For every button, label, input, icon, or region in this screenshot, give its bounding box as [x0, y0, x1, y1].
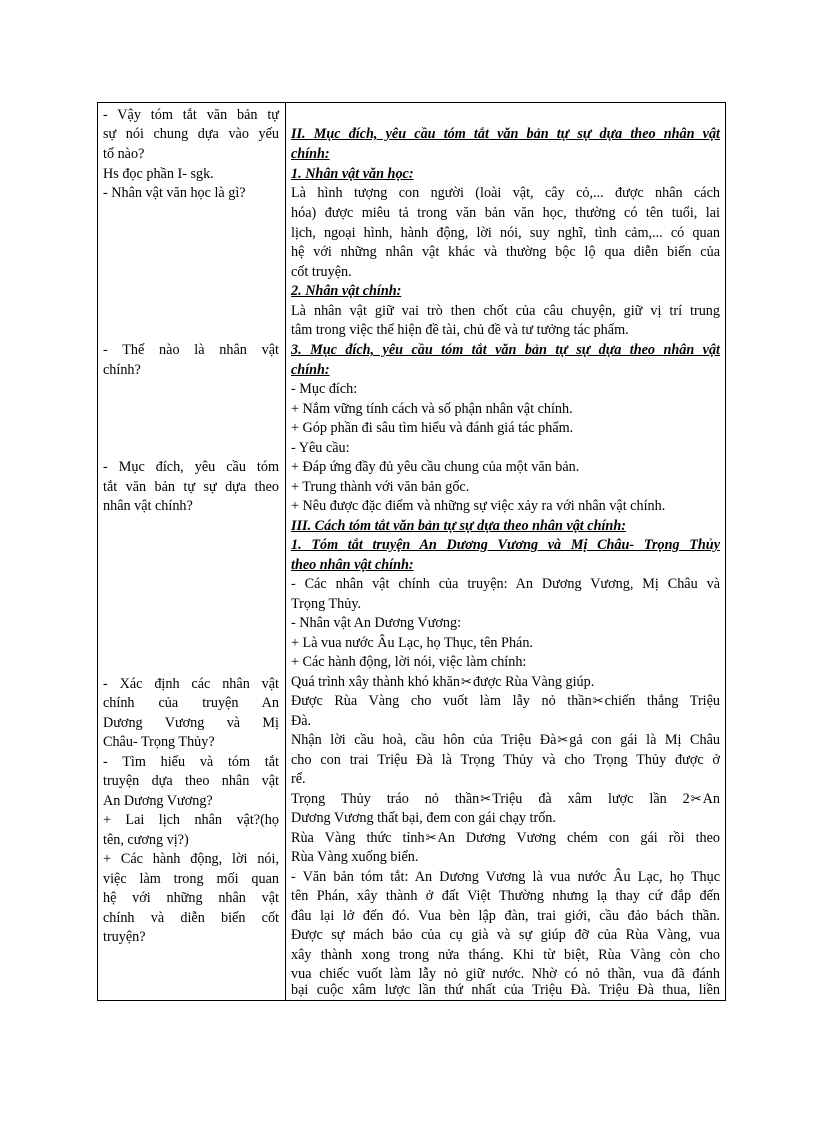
body-line: Là hình tượng con người (loài vật, cây cỏ,... được nhân cách — [291, 185, 720, 201]
column-divider — [285, 103, 286, 1000]
question-line: tắt văn bản tự sự dựa theo — [103, 479, 279, 495]
scissors-icon: ✂ — [592, 693, 604, 708]
question-line: truyện dựa theo nhân vật — [103, 773, 279, 789]
question-line: chính? — [103, 362, 141, 378]
text-span: An — [702, 791, 720, 807]
text-span: chiến thắng Triệu — [604, 693, 720, 709]
section-heading: II. Mục đích, yêu cầu tóm tắt văn bản tự sự dựa theo nhân vật — [291, 126, 720, 142]
body-line: + Đáp ứng đầy đủ yêu cầu chung của một văn bản. — [291, 459, 580, 475]
question-line: An Dương Vương? — [103, 793, 213, 809]
body-line: xây thành xong trong nửa tháng. Khi từ biệt, Rùa Vàng còn cho — [291, 947, 720, 963]
text-span: được Rùa Vàng giúp. — [472, 674, 595, 690]
question-line: tên, cương vị?) — [103, 832, 189, 848]
content-table — [97, 102, 726, 1001]
body-line: - Mục đích: — [291, 381, 358, 397]
question-line: Châu- Trọng Thủy? — [103, 734, 215, 750]
question-line: Dương Vương và Mị — [103, 715, 279, 731]
question-line: chính và diễn biến cốt — [103, 910, 279, 926]
text-span: Được Rùa Vàng cho vuốt làm lẫy nỏ thần — [291, 693, 592, 709]
subsection-heading: 1. Tóm tắt truyện An Dương Vương và Mị Châu- Trọng Thủy — [291, 537, 720, 553]
subsection-heading: 3. Mục đích, yêu cầu tóm tắt văn bản tự sự dựa theo nhân vật — [291, 342, 720, 358]
body-line: - Văn bản tóm tắt: An Dương Vương là vua nước Âu Lạc, họ Thục — [291, 869, 720, 885]
text-span: An Dương Vương chém con gái rồi theo — [437, 830, 721, 846]
body-line: lịch, ngoại hình, hành động, lời nói, suy nghĩ, tình cảm,... có quan — [291, 225, 720, 241]
text-span: gả con gái là Mị Châu — [569, 732, 720, 748]
question-line: - Nhân vật văn học là gì? — [103, 185, 246, 201]
body-line: Dương Vương thất bại, đem con gái chạy trốn. — [291, 810, 556, 826]
body-line: tâm trong việc thể hiện đề tài, chủ đề và tư tưởng tác phẩm. — [291, 322, 629, 338]
body-line: cốt truyện. — [291, 264, 352, 280]
text-span: Rùa Vàng thức tỉnh — [291, 830, 425, 846]
body-line: rể. — [291, 771, 306, 787]
body-line — [291, 730, 720, 750]
scissors-icon: ✂ — [461, 674, 472, 689]
question-line: - Mục đích, yêu cầu tóm — [103, 459, 279, 475]
body-line: đâu lại lở đến đó. Vua bèn lập đàn, trai giới, cầu đảo bách thần. — [291, 908, 720, 924]
body-line: hệ với những nhân vật khác và thường bộc lộ qua diễn biến của — [291, 244, 720, 260]
body-line: bại cuộc xâm lược lần thứ nhất của Triệu Đà. Triệu Đà thua, liền — [291, 982, 720, 998]
question-line: - Xác định các nhân vật — [103, 676, 279, 692]
body-line: + Các hành động, lời nói, việc làm chính: — [291, 654, 527, 670]
question-line: việc làm trong mối quan — [103, 871, 279, 887]
scissors-icon: ✂ — [425, 830, 437, 845]
question-line: nhân vật chính? — [103, 498, 193, 514]
body-line — [291, 691, 720, 711]
question-line: + Các hành động, lời nói, — [103, 851, 279, 867]
text-span: Nhận lời cầu hoà, cầu hôn của Triệu Đà — [291, 732, 557, 748]
body-line: cho con trai Triệu Đà là Trọng Thủy và cho Trọng Thủy được ở — [291, 752, 720, 768]
question-line: - Thế nào là nhân vật — [103, 342, 279, 358]
body-line: Đà. — [291, 713, 312, 729]
section-heading: III. Cách tóm tắt văn bản tự sự dựa theo nhân vật chính: — [291, 518, 626, 534]
scissors-icon: ✂ — [557, 732, 569, 747]
question-line: - Vậy tóm tắt văn bản tự — [103, 107, 279, 123]
section-heading: chính: — [291, 146, 330, 162]
subsection-heading: 1. Nhân vật văn học: — [291, 166, 414, 182]
body-line: - Các nhân vật chính của truyện: An Dương Vương, Mị Châu và — [291, 576, 720, 592]
body-line: Rùa Vàng xuống biển. — [291, 849, 419, 865]
question-line: tố nào? — [103, 146, 145, 162]
question-line: hệ với những nhân vật — [103, 890, 279, 906]
question-line: truyện? — [103, 929, 146, 945]
body-line: + Nắm vững tính cách và số phận nhân vật chính. — [291, 401, 573, 417]
question-line: + Lai lịch nhân vật?(họ — [103, 812, 279, 828]
body-line: vua chiếc vuốt làm lẫy nỏ giữ nước. Nhờ có nỏ thần, vua đã đánh — [291, 966, 720, 982]
body-line: + Góp phần đi sâu tìm hiểu và đánh giá tác phẩm. — [291, 420, 574, 436]
body-line: hóa) được miêu tả trong văn bản văn học, thường có tên tuổi, lai — [291, 205, 720, 221]
scissors-icon: ✂ — [480, 791, 492, 806]
question-line: - Tìm hiểu và tóm tắt — [103, 754, 279, 770]
body-line — [291, 789, 720, 809]
body-line: tên Phán, xây thành ở đất Việt Thường nhưng lạ thay cứ đắp đến — [291, 888, 720, 904]
scissors-icon: ✂ — [690, 791, 702, 806]
body-line — [291, 828, 720, 848]
question-line: Hs đọc phần I- sgk. — [103, 166, 214, 182]
text-span: Quá trình xây thành khó khăn — [291, 674, 461, 690]
body-line — [291, 672, 720, 692]
body-line: Được sự mách bảo của cụ già và sự giúp đỡ của Rùa Vàng, vua — [291, 927, 720, 943]
body-line: - Nhân vật An Dương Vương: — [291, 615, 462, 631]
body-line: + Trung thành với văn bản gốc. — [291, 479, 470, 495]
body-line: Là nhân vật giữ vai trò then chốt của câu chuyện, giữ vị trí trung — [291, 303, 720, 319]
subsection-heading: chính: — [291, 362, 330, 378]
body-line: Trọng Thủy. — [291, 596, 362, 612]
subsection-heading: 2. Nhân vật chính: — [291, 283, 402, 299]
body-line: + Là vua nước Âu Lạc, họ Thục, tên Phán. — [291, 635, 533, 651]
body-line: - Yêu cầu: — [291, 440, 350, 456]
text-span: Triệu đà xâm lược lần 2 — [492, 791, 690, 807]
question-line: chính của truyện An — [103, 695, 279, 711]
subsection-heading: theo nhân vật chính: — [291, 557, 414, 573]
question-line: sự nói chung dựa vào yếu — [103, 126, 279, 142]
body-line: + Nêu được đặc điểm và những sự việc xảy ra với nhân vật chính. — [291, 498, 666, 514]
text-span: Trọng Thủy tráo nỏ thần — [291, 791, 480, 807]
